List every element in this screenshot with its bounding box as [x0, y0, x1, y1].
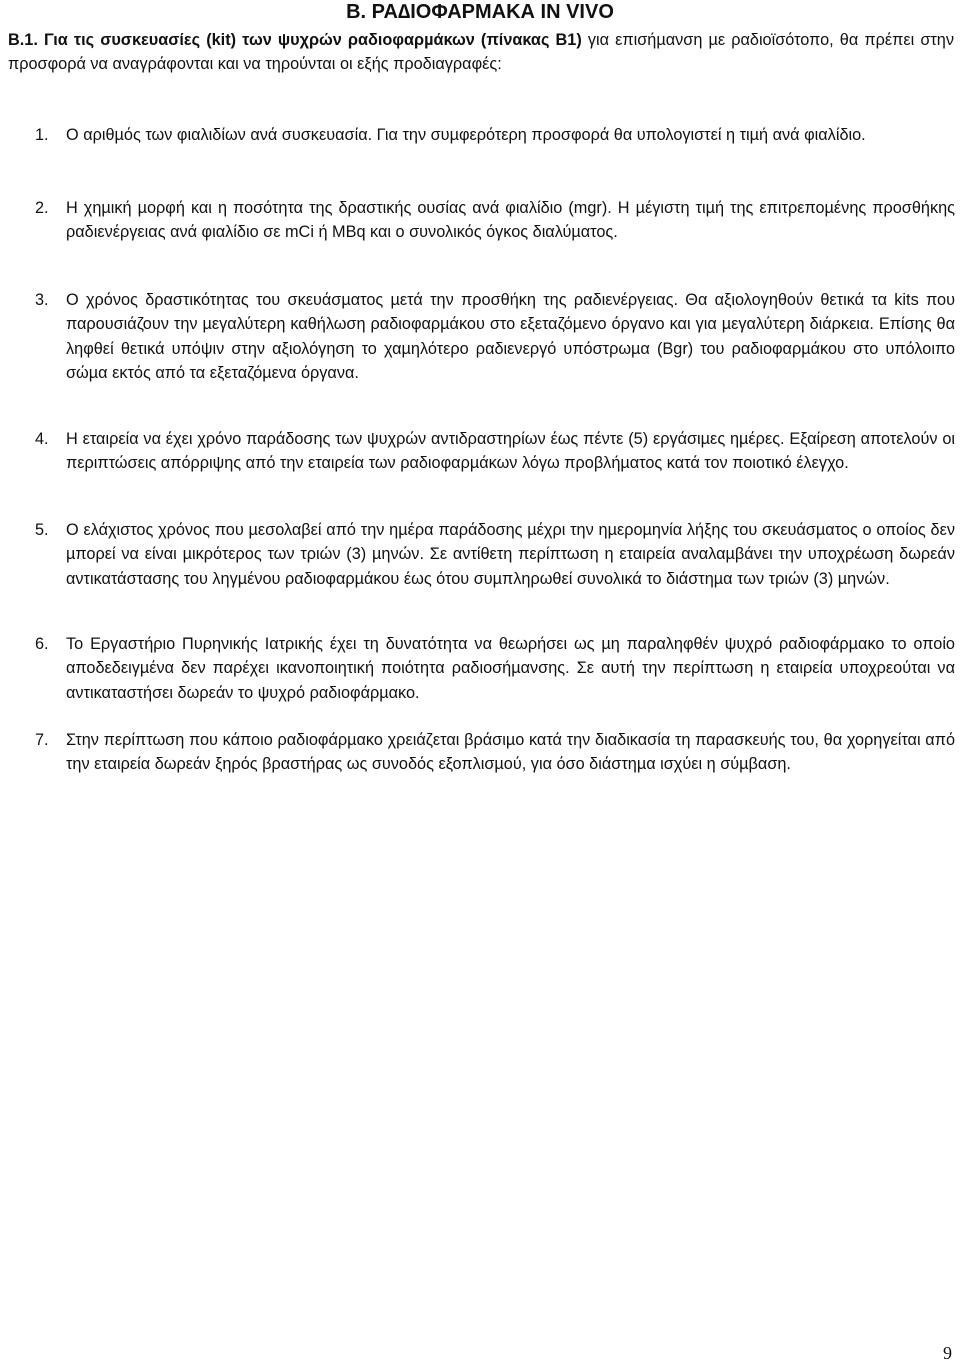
intro-lead: Β.1. Για τις συσκευασίες (kit) των ψυχρών ραδιοφαρµάκων (πίνακας Β1) [8, 31, 582, 49]
list-item-number: 7. [35, 731, 49, 749]
list-item-text: Η εταιρεία να έχει χρόνο παράδοσης των ψυχρών αντιδραστηρίων έως πέντε (5) εργάσιµες ηµέρες. Εξαίρεση αποτελούν οι περιπτώσεις απόρριψης από την εταιρεία των ραδιοφαρµάκων λόγω προβλήµατος κατά τον ποιοτικό έλεγχο. [66, 430, 955, 473]
list-item-4 [35, 427, 955, 476]
list-item-number: 5. [35, 521, 49, 539]
list-item-text: Η χηµική µορφή και η ποσότητα της δραστικής ουσίας ανά φιαλίδιο (mgr). Η µέγιστη τιµή της επιτρεποµένης προσθήκης ραδιενέργειας ανά φιαλίδιο σε mCi ή MBq και ο συνολικός όγκος διαλύµατος. [66, 199, 955, 242]
list-item-text: Ο ελάχιστος χρόνος που µεσολαβεί από την ηµέρα παράδοσης µέχρι την ηµεροµηνία λήξης του σκευάσµατος ο οποίος δεν µπορεί να είναι µικρότερος των τριών (3) µηνών. Σε αντίθετη περίπτωση η εταιρεία αναλαµβάνει την υποχρέωση δωρεάν αντικατάστασης του ληγµένου ραδιοφαρµάκου έως ότου συµπληρωθεί συνολικά το διάστηµα των τριών (3) µηνών. [66, 521, 955, 588]
section-title: Β. ΡΑ∆ΙΟΦΑΡΜΑΚΑ IN VIVO [346, 1, 614, 23]
list-item-number: 6. [35, 635, 49, 653]
list-item-3 [35, 288, 955, 386]
list-item-5 [35, 518, 955, 591]
list-item-text: Ο χρόνος δραστικότητας του σκευάσµατος µετά την προσθήκη της ραδιενέργειας. Θα αξιολογηθούν θετικά τα kits που παρουσιάζουν την µεγαλύτερη καθήλωση ραδιοφαρµάκου στο εξεταζόµενο όργανο και για µεγαλύτερη διάρκεια. Επίσης θα ληφθεί θετικά υπόψιν στην αξιολόγηση το χαµηλότερο ραδιενεργό υπόστρωµα (Bgr) του ραδιοφαρµάκου στο υπόλοιπο σώµα εκτός από τα εξεταζόµενα όργανα. [66, 291, 955, 383]
list-item-7 [35, 728, 955, 777]
list-item-text: Ο αριθµός των φιαλιδίων ανά συσκευασία. Για την συµφερότερη προσφορά θα υπολογιστεί η τιµή ανά φιαλίδιο. [66, 126, 866, 144]
list-item-text: Το Εργαστήριο Πυρηνικής Ιατρικής έχει τη δυνατότητα να θεωρήσει ως µη παραληφθέν ψυχρό ραδιοφάρµακο το οποίο αποδεδειγµένα δεν παρέχει ικανοποιητική ποιότητα ραδιοσήµανσης. Σε αυτή την περίπτωση η εταιρεία υποχρεούται να αντικαταστήσει δωρεάν το ψυχρό ραδιοφάρµακο. [66, 635, 955, 702]
list-item-6 [35, 632, 955, 705]
list-item-number: 1. [35, 126, 49, 144]
page-number: 9 [943, 1343, 952, 1363]
list-item-number: 2. [35, 199, 49, 217]
intro-rest: για επισήµανση µε ραδιοϊσότοπο, θα πρέπει στην προσφορά να αναγράφονται και να τηρούνται οι εξής προδιαγραφές: [8, 31, 955, 73]
list-item-number: 4. [35, 430, 49, 448]
list-item-text: Στην περίπτωση που κάποιο ραδιοφάρµακο χρειάζεται βράσιµο κατά την διαδικασία τη παρασκευής του, θα χορηγείται από την εταιρεία δωρεάν ξηρός βραστήρας ως συνοδός εξοπλισµού, για όσο διάστηµα ισχύει η σύµβαση. [66, 731, 955, 774]
list-item-2 [35, 196, 955, 245]
list-item-number: 3. [35, 291, 49, 309]
list-item-1 [35, 123, 955, 147]
